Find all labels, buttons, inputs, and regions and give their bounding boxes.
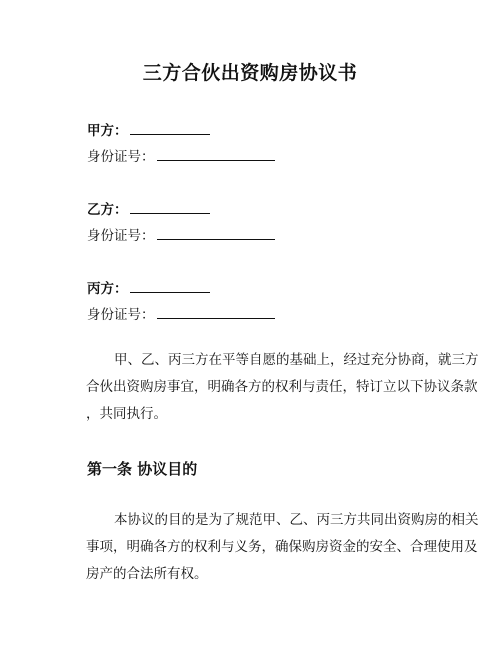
party-a-name-blank	[130, 120, 210, 135]
party-a-id-blank	[157, 146, 275, 161]
document-title: 三方合伙出资购房协议书	[142, 62, 358, 84]
party-b-label: 乙方：	[87, 202, 128, 218]
party-b-id-label: 身份证号：	[87, 228, 155, 244]
article-1-heading: 第一条 协议目的	[87, 460, 198, 478]
intro-line: ，共同执行。	[86, 406, 167, 422]
article-1-line: 事项，明确各方的权利与义务，确保购房资金的安全、合理使用及	[86, 539, 478, 555]
party-a-name-line	[87, 120, 210, 140]
party-b-name-blank	[130, 199, 210, 214]
party-b-id-blank	[157, 225, 275, 240]
party-c-id-label: 身份证号：	[87, 307, 155, 323]
party-c-label: 丙方：	[87, 281, 128, 297]
intro-line: 甲、乙、丙三方在平等自愿的基础上，经过充分协商，就三方	[114, 352, 479, 368]
party-b-name-line	[87, 199, 210, 219]
party-c-id-blank	[157, 304, 275, 319]
party-c-id-line	[87, 304, 275, 324]
party-a-id-label: 身份证号：	[87, 149, 155, 165]
intro-line: 合伙出资购房事宜，明确各方的权利与责任，特订立以下协议条款	[86, 379, 478, 395]
party-c-name-blank	[130, 278, 210, 293]
party-a-label: 甲方：	[87, 123, 128, 139]
article-1-paragraph	[86, 507, 479, 588]
article-1-line: 本协议的目的是为了规范甲、乙、丙三方共同出资购房的相关	[114, 512, 479, 528]
intro-paragraph	[86, 347, 479, 428]
party-c-name-line	[87, 278, 210, 298]
article-1-line: 房产的合法所有权。	[86, 566, 208, 582]
party-b-id-line	[87, 225, 275, 245]
party-a-id-line	[87, 146, 275, 166]
